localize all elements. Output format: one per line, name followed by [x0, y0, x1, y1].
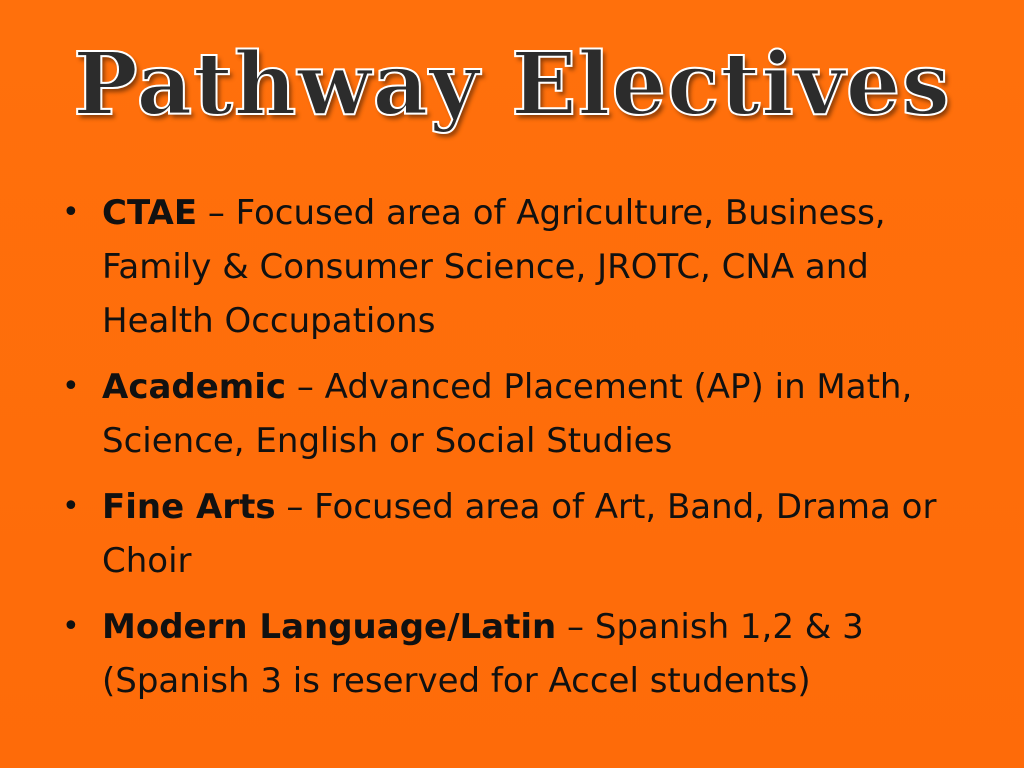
bullet-text: – Focused area of Agriculture, Business, Family & Consumer Science, JROTC, CNA and Health Occupations: [102, 193, 886, 341]
bullet-text: – Focused area of Art, Band, Drama or Choir: [102, 487, 937, 581]
bullet-term: Modern Language/Latin: [102, 607, 557, 647]
bullet-list: [56, 186, 956, 720]
slide-title: Pathway Electives: [73, 34, 951, 135]
bullet-term: Academic: [102, 367, 287, 407]
bullet-text: – Advanced Placement (AP) in Math, Science, English or Social Studies: [102, 367, 913, 461]
bullet-point-icon: •: [62, 195, 80, 230]
bullet-item-modern-language: [56, 600, 956, 708]
bullet-item-ctae: [56, 186, 956, 348]
bullet-item-academic: [56, 360, 956, 468]
bullet-point-icon: •: [62, 489, 80, 524]
bullet-term: CTAE: [102, 193, 198, 233]
bullet-term: Fine Arts: [102, 487, 276, 527]
bullet-text: – Spanish 1,2 & 3 (Spanish 3 is reserved for Accel students): [102, 607, 864, 701]
bullet-item-fine-arts: [56, 480, 956, 588]
bullet-point-icon: •: [62, 369, 80, 404]
bullet-point-icon: •: [62, 609, 80, 644]
